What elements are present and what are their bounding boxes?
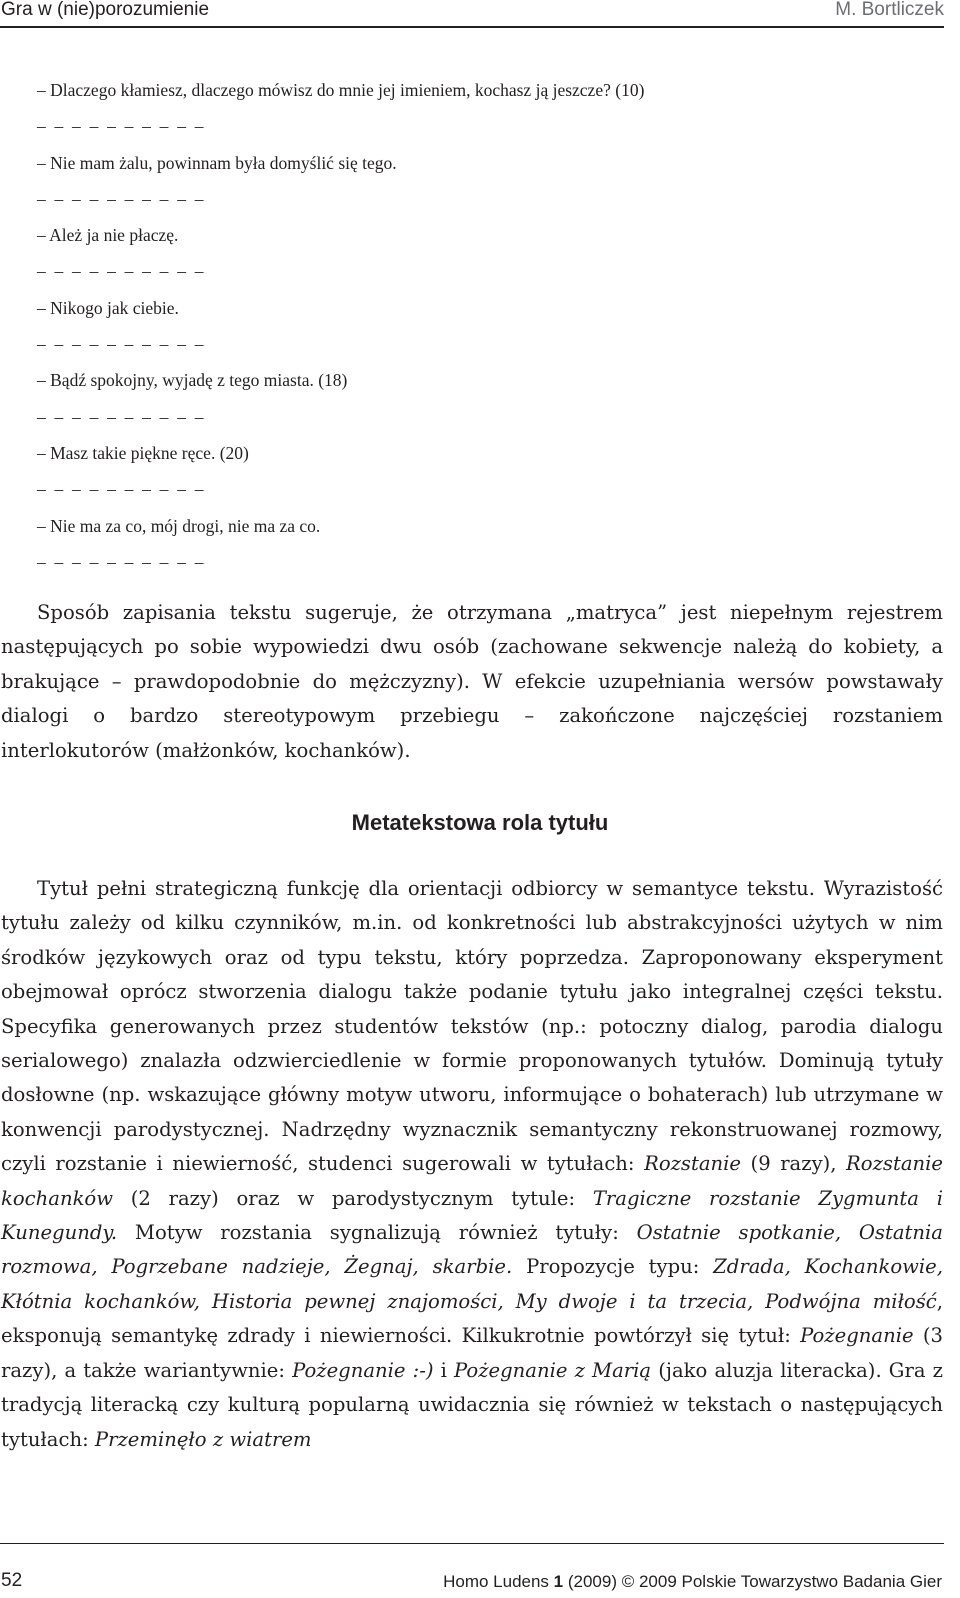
dialog-blank-line: – – – – – – – – – – — [37, 406, 206, 427]
section-heading: Metatekstowa rola tytułu — [351, 810, 609, 835]
header-rule — [0, 26, 944, 28]
dialog-line: – Nikogo jak ciebie. — [37, 297, 179, 318]
running-header — [0, 0, 960, 22]
paragraph-2-text: Tytuł pełni strategiczną funkcję dla orientacji odbiorcy w semantyce tekstu. Wyrazistość tytułu zależy od kilku czynników, m.in. od konkretności lub abstrakcyjności użytych w nim środków językowych oraz od typu tekstu, który poprzedza. Zaproponowany eksperyment obejmował oprócz stworzenia dialogu także podanie tytułu jako integralnej części tekstu. Specyfika generowanych przez studentów tekstów (np.: potoczny dialog, parodia dialogu serialowego) znalazła odzwierciedlenie w formie proponowanych tytułów. Dominują tytuły dosłowne (np. wskazujące główny motyw utworu, informujące o bohaterach) lub utrzymane w konwencji parodystycznej. Nadrzędny wyznacznik semantyczny rekonstruowanej rozmowy, czyli rozstanie i niewierność, studenci sugerowali w tytułach: — [1, 877, 943, 1176]
title-example: Pożegnanie z Marią — [454, 1358, 652, 1382]
dialog-line: – Ależ ja nie płaczę. — [37, 225, 179, 246]
paragraph-2-text: (2 razy) oraz w parodystycznym tytule: — [113, 1186, 593, 1210]
dialog-blank-line: – – – – – – – – – – — [37, 334, 206, 355]
footer-rule — [0, 1543, 944, 1544]
body-paragraph-2 — [1, 872, 943, 1457]
body-paragraph-1 — [1, 596, 943, 768]
paragraph-2-text: , eksponują semantykę zdrady i niewierności. Kilkukrotnie powtórzył się tytuł: — [1, 1289, 943, 1348]
dialog-blank-line: – – – – – – – – – – — [37, 188, 206, 209]
dialog-blank-line: – – – – – – – – – – — [37, 551, 206, 572]
dialog-blank-line: – – – – – – – – – – — [37, 479, 206, 500]
dialog-block — [37, 72, 737, 580]
paragraph-2-text: (3 razy), a także wariantywnie: — [1, 1324, 943, 1382]
dialog-line: – Dlaczego kłamiesz, dlaczego mówisz do mnie jej imieniem, kochasz ją jeszcze? (10) — [37, 80, 645, 100]
title-example: Ostatnie spotkanie, Ostatnia rozmowa, Pogrzebane nadzieje, Żegnaj, skarbie. — [1, 1221, 943, 1279]
dialog-blank-line: – – – – – – – – – – — [37, 116, 206, 137]
paragraph-2-text: Motyw rozstania sygnalizują również tytuły: — [117, 1221, 637, 1245]
journal-name: Homo Ludens — [443, 1572, 554, 1591]
title-example: Pożegnanie — [800, 1324, 914, 1348]
paragraph-2-text: i — [433, 1358, 455, 1382]
dialog-line: – Masz takie piękne ręce. (20) — [37, 442, 249, 463]
paragraph-2-text: (9 razy), — [741, 1152, 847, 1176]
dialog-line: – Nie ma za co, mój drogi, nie ma za co. — [37, 515, 321, 536]
title-example: Pożegnanie :-) — [292, 1358, 434, 1382]
paragraph-2-text: (jako aluzja literacka). Gra z tradycją literacką czy kulturą popularną uwidacznia się również w tekstach o następujących tytułach: — [1, 1358, 943, 1451]
title-example: Rozstanie kochanków — [1, 1152, 944, 1210]
dialog-line: – Nie mam żalu, powinnam była domyślić się tego. — [37, 152, 397, 173]
title-example: Przeminęło z wiatrem — [94, 1427, 312, 1451]
dialog-blank-line: – – – – – – – – – – — [37, 261, 206, 282]
journal-volume: 1 — [553, 1572, 564, 1591]
title-example: Tragiczne rozstanie Zygmunta i Kunegundy. — [1, 1186, 943, 1245]
page-number: 52 — [1, 1570, 23, 1591]
paragraph-1-text: Sposób zapisania tekstu sugeruje, że otrzymana „matryca” jest niepełnym rejestrem następujących po sobie wypowiedzi dwu osób (zachowane sekwencje należą do kobiety, a brakujące – prawdopodobnie do mężczyzny). W efekcie uzupełniania wersów powstawały dialogi o bardzo stereotypowym przebiegu – zakończone najczęściej rozstaniem interlokutorów (małżonków, kochanków). — [1, 601, 943, 762]
header-title: Gra w (nie)porozumienie — [1, 0, 210, 20]
title-example: Zdrada, Kochankowie, Kłótnia kochanków, Historia pewnej znajomości, My dwoje i ta trzecia, Podwójna miłość — [1, 1255, 943, 1313]
journal-copyright: (2009) © 2009 Polskie Towarzystwo Badania Gier — [563, 1572, 942, 1591]
title-example: Rozstanie — [644, 1152, 742, 1176]
header-author: M. Bortliczek — [835, 0, 944, 20]
dialog-line: – Bądź spokojny, wyjadę z tego miasta. (18) — [37, 370, 348, 391]
footer-citation — [443, 1572, 942, 1592]
paragraph-2-text: Propozycje typu: — [512, 1255, 714, 1279]
